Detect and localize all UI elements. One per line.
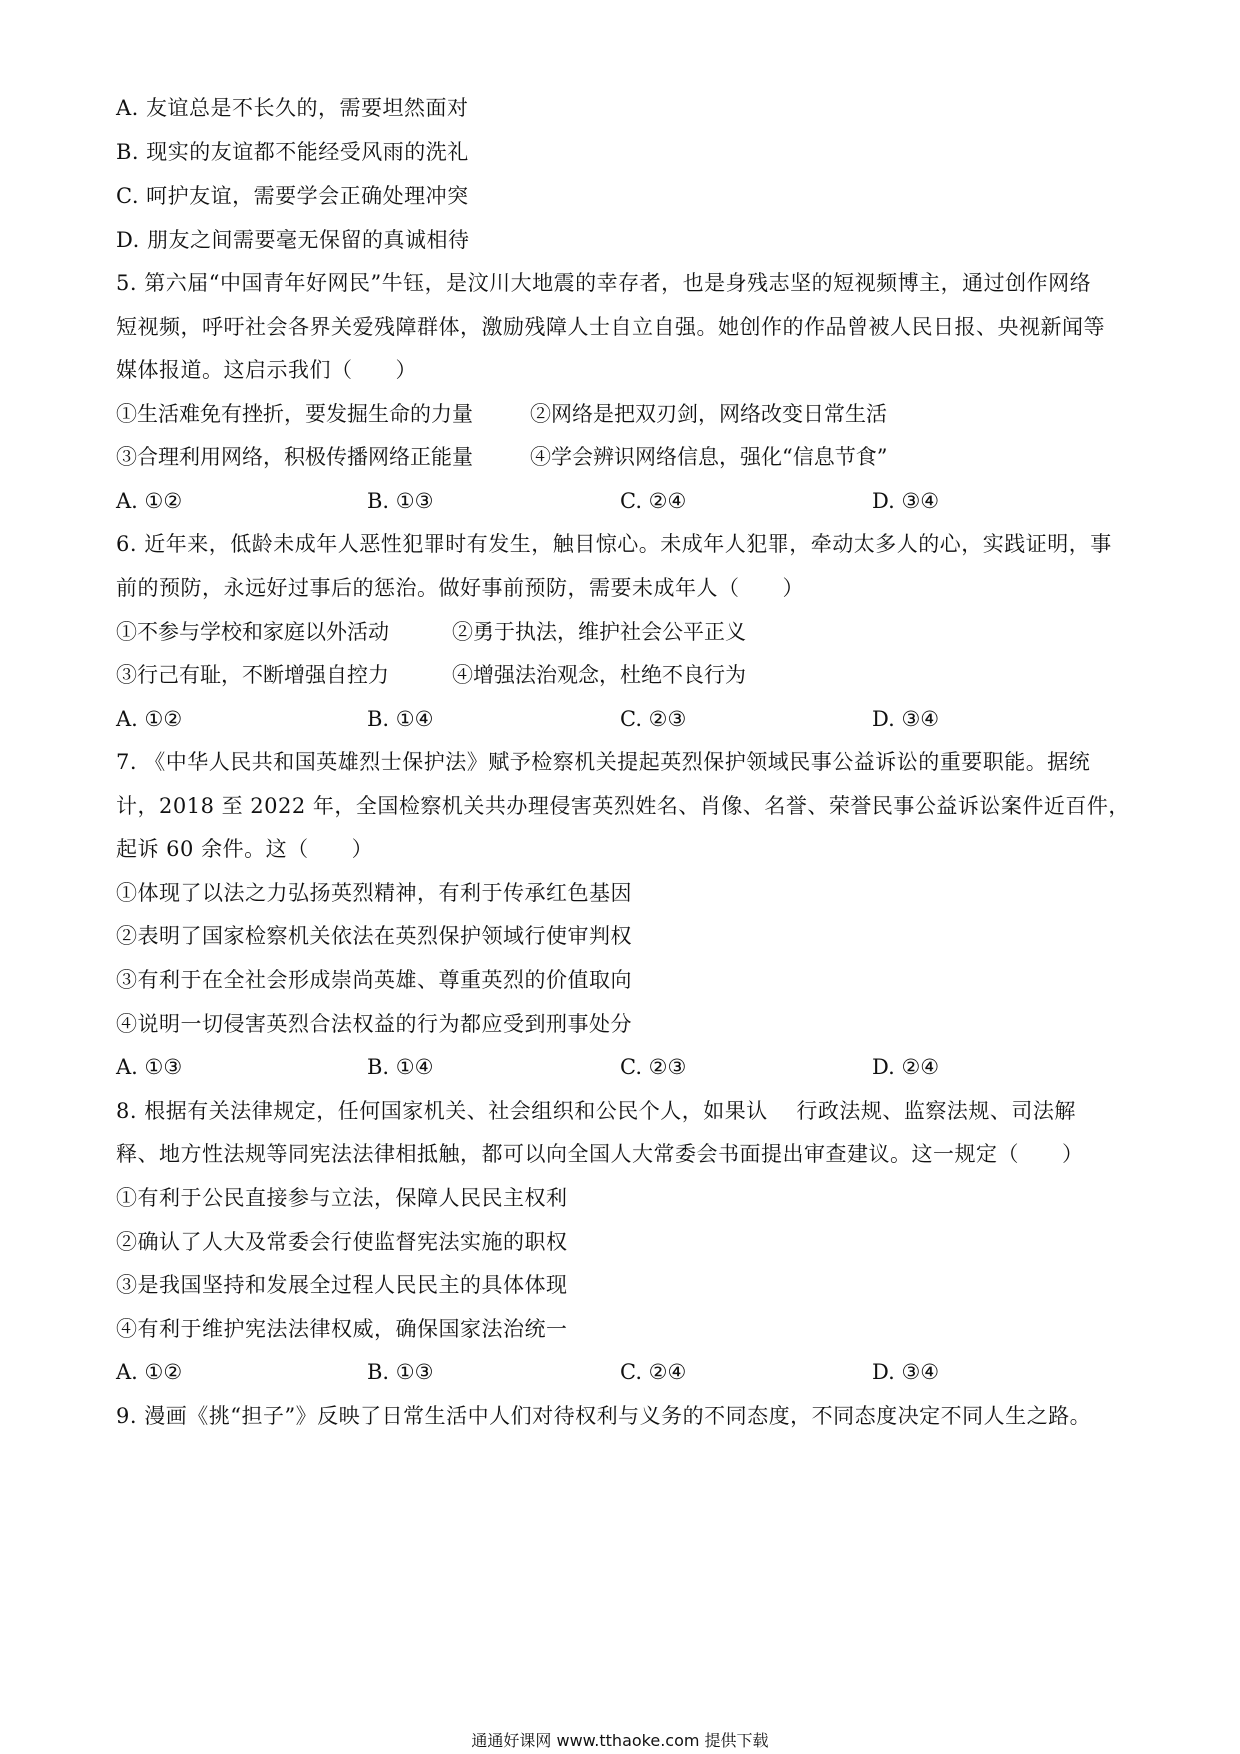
q6-statements-row-1 [116, 618, 1136, 646]
q6-choice-a: A. ①② [116, 707, 183, 731]
q6-statement-4: ④增强法治观念，杜绝不良行为 [452, 663, 746, 687]
q5-choice-d: D. ③④ [872, 489, 940, 513]
q5-choices [116, 487, 1136, 515]
q5-choice-a: A. ①② [116, 489, 183, 513]
q7-choices [116, 1053, 1136, 1081]
q8-choice-b: B. ①③ [367, 1360, 434, 1384]
q5-statements-row-2 [116, 443, 1136, 471]
q7-choice-c: C. ②③ [620, 1055, 687, 1079]
q6-statement-2: ②勇于执法，维护社会公平正义 [452, 620, 746, 644]
q6-stem-line-2: 前的预防，永远好过事后的惩治。做好事前预防，需要未成年人（ ） [116, 576, 804, 600]
q8-statement-4: ④有利于维护宪法法律权威，确保国家法治统一 [116, 1317, 568, 1341]
q5-choice-c: C. ②④ [620, 489, 687, 513]
q6-choice-b: B. ①④ [367, 707, 434, 731]
q5-statement-3: ③合理利用网络，积极传播网络正能量 [116, 445, 473, 469]
q5-statements-row-1 [116, 400, 1136, 428]
q8-stem-line-2: 释、地方性法规等同宪法法律相抵触，都可以向全国人大常委会书面提出审查建议。这一规定（ ） [116, 1142, 1084, 1166]
q7-stem-line-2: 计，2018 至 2022 年，全国检察机关共办理侵害英烈姓名、肖像、名誉、荣誉民事公益诉讼案件近百件， [116, 794, 1130, 818]
q7-choice-a: A. ①③ [116, 1055, 183, 1079]
q6-choices [116, 705, 1136, 733]
q9-stem-line-1: 9. 漫画《挑“担子”》反映了日常生活中人们对待权利与义务的不同态度，不同态度决定不同人生之路。 [116, 1404, 1092, 1428]
q8-choice-a: A. ①② [116, 1360, 183, 1384]
q7-choice-b: B. ①④ [367, 1055, 434, 1079]
q8-choices [116, 1358, 1136, 1386]
q8-statement-1: ①有利于公民直接参与立法，保障人民民主权利 [116, 1186, 568, 1210]
q8-choice-c: C. ②④ [620, 1360, 687, 1384]
q6-choice-c: C. ②③ [620, 707, 687, 731]
q8-stem-line-1: 8. 根据有关法律规定，任何国家机关、社会组织和公民个人，如果认 行政法规、监察法规、司法解 [116, 1099, 1076, 1123]
q7-statement-1: ①体现了以法之力弘扬英烈精神，有利于传承红色基因 [116, 881, 632, 905]
q6-choice-d: D. ③④ [872, 707, 940, 731]
q7-stem-line-3: 起诉 60 余件。这（ ） [116, 837, 374, 861]
q5-stem-line-2: 短视频，呼吁社会各界关爱残障群体，激励残障人士自立自强。她创作的作品曾被人民日报、央视新闻等 [116, 315, 1105, 339]
q5-statement-4: ④学会辨识网络信息，强化“信息节食” [530, 445, 888, 469]
q4-option-c: C. 呵护友谊，需要学会正确处理冲突 [116, 184, 469, 208]
q5-statement-1: ①生活难免有挫折，要发掘生命的力量 [116, 402, 473, 426]
q7-choice-d: D. ②④ [872, 1055, 940, 1079]
q5-statement-2: ②网络是把双刃剑，网络改变日常生活 [530, 402, 887, 426]
q7-statement-4: ④说明一切侵害英烈合法权益的行为都应受到刑事处分 [116, 1012, 632, 1036]
q8-choice-d: D. ③④ [872, 1360, 940, 1384]
q7-stem-line-1: 7. 《中华人民共和国英雄烈士保护法》赋予检察机关提起英烈保护领域民事公益诉讼的重要职能。据统 [116, 750, 1091, 774]
page-footer: 通通好课网 www.tthaoke.com 提供下载 [471, 1731, 769, 1750]
q4-option-a: A. 友谊总是不长久的，需要坦然面对 [116, 96, 469, 120]
q6-statement-3: ③行己有耻，不断增强自控力 [116, 663, 389, 687]
q5-choice-b: B. ①③ [367, 489, 434, 513]
q6-stem-line-1: 6. 近年来，低龄未成年人恶性犯罪时有发生，触目惊心。未成年人犯罪，牵动太多人的心，实践证明，事 [116, 532, 1112, 556]
q6-statement-1: ①不参与学校和家庭以外活动 [116, 620, 389, 644]
q4-option-d: D. 朋友之间需要毫无保留的真诚相待 [116, 228, 470, 252]
q6-statements-row-2 [116, 661, 1136, 689]
q5-stem-line-1: 5. 第六届“中国青年好网民”牛钰，是汶川大地震的幸存者，也是身残志坚的短视频博主，通过创作网络 [116, 271, 1092, 295]
q5-stem-line-3: 媒体报道。这启示我们（ ） [116, 358, 417, 382]
q8-statement-3: ③是我国坚持和发展全过程人民民主的具体体现 [116, 1273, 568, 1297]
q7-statement-2: ②表明了国家检察机关依法在英烈保护领域行使审判权 [116, 924, 632, 948]
q4-option-b: B. 现实的友谊都不能经受风雨的洗礼 [116, 140, 469, 164]
q8-statement-2: ②确认了人大及常委会行使监督宪法实施的职权 [116, 1230, 568, 1254]
q7-statement-3: ③有利于在全社会形成崇尚英雄、尊重英烈的价值取向 [116, 968, 632, 992]
